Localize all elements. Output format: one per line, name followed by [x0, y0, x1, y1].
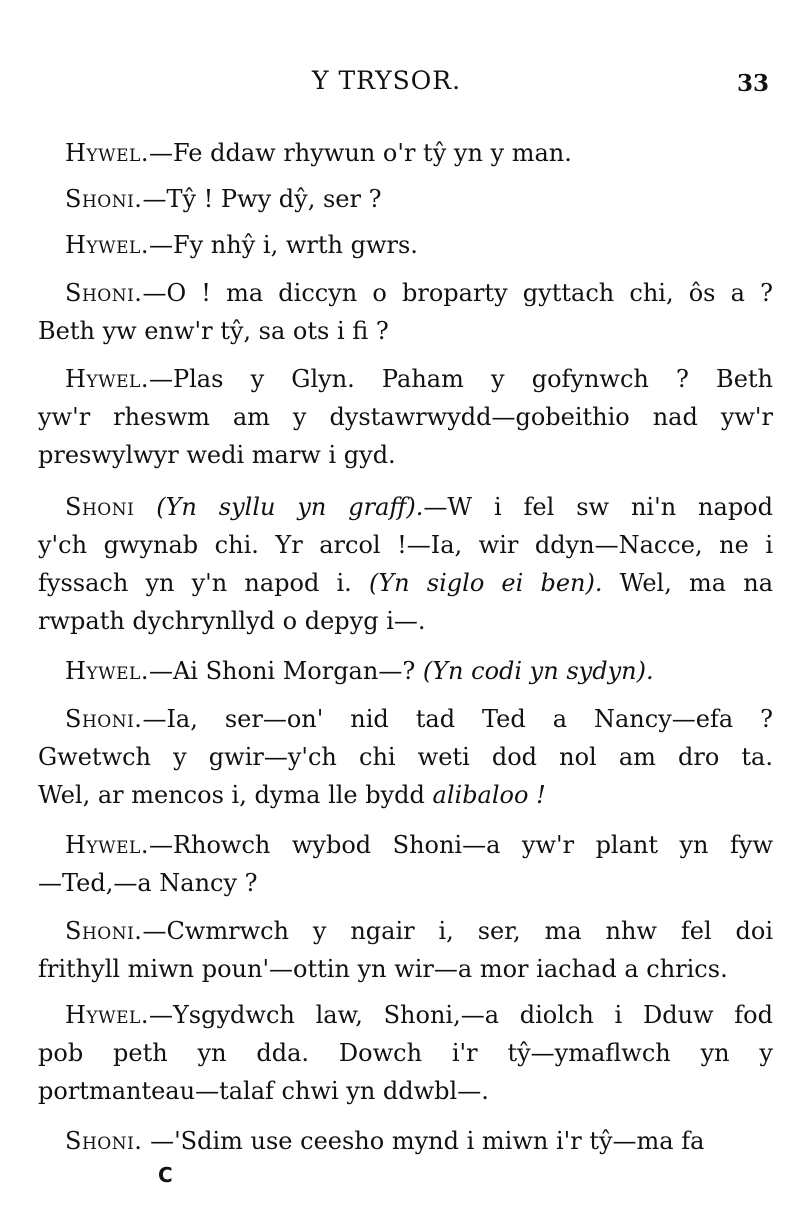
- speech-text: —Cwmrwch y ngair i, ser, ma nhw fel doi: [142, 917, 773, 945]
- dialogue-paragraph: [38, 996, 773, 1110]
- text-line: —Ted,—a Nancy ?: [38, 869, 258, 897]
- text-line: portmanteau—talaf chwi yn ddwbl—.: [38, 1077, 489, 1105]
- text-line: [38, 912, 773, 950]
- text-line: Gwetwch y gwir—y'ch chi weti dod nol am dro ta.: [38, 743, 773, 771]
- signature-mark: C: [158, 1163, 173, 1187]
- speaker-name: Shoni.: [65, 185, 143, 213]
- text-line: [38, 360, 773, 398]
- dialogue-paragraph: [38, 912, 773, 988]
- text-line: [38, 996, 773, 1034]
- dialogue-paragraph: [38, 360, 773, 474]
- speaker-name: Shoni.: [65, 1127, 143, 1155]
- dialogue-paragraph: [38, 652, 773, 690]
- text-line: [38, 700, 773, 738]
- speaker-name: Shoni.: [65, 279, 143, 307]
- text-line: pob peth yn dda. Dowch i'r tŷ—ymaflwch yn y: [38, 1039, 773, 1067]
- dialogue-paragraph: [38, 226, 773, 264]
- speech-text: —Rhowch wybod Shoni—a yw'r plant yn fyw: [148, 831, 773, 859]
- speaker-name: Shoni.: [65, 917, 143, 945]
- speech-text: —Ia, ser—on' nid tad Ted a Nancy—efa ?: [142, 705, 773, 733]
- dialogue-paragraph: [38, 1122, 773, 1160]
- speaker-name: Hywel.: [65, 657, 149, 685]
- text-line: [38, 180, 773, 218]
- speaker-name: Hywel.: [65, 1001, 149, 1029]
- speaker-name: Hywel.: [65, 365, 149, 393]
- speech-text: —Fe ddaw rhywun o'r tŷ yn y man.: [148, 139, 572, 167]
- speaker-name: Hywel.: [65, 231, 149, 259]
- dialogue-paragraph: [38, 134, 773, 172]
- text-line: preswylwyr wedi marw i gyd.: [38, 441, 396, 469]
- speaker-name: Hywel.: [65, 831, 149, 859]
- dialogue-paragraph: [38, 826, 773, 902]
- speech-text: —'Sdim use ceesho mynd i miwn i'r tŷ—ma fa: [142, 1127, 705, 1155]
- running-title: Y TRYSOR.: [312, 66, 462, 95]
- text-line: [38, 134, 773, 172]
- speech-text: fyssach yn y'n napod i.: [38, 569, 352, 597]
- speech-text: —Tŷ ! Pwy dŷ, ser ?: [142, 185, 382, 213]
- text-line: Beth yw enw'r tŷ, sa ots i fi ?: [38, 317, 389, 345]
- speech-text: —Ysgydwch law, Shoni,—a diolch i Dduw fod: [148, 1001, 773, 1029]
- text-line: [38, 1122, 773, 1160]
- dialogue-paragraph: [38, 180, 773, 218]
- text-line: [38, 826, 773, 864]
- speech-text: Wel, ma na: [602, 569, 774, 597]
- speech-text: —Fy nhŷ i, wrth gwrs.: [148, 231, 418, 259]
- text-line: [38, 488, 773, 526]
- stage-direction: (Yn syllu yn graff).: [156, 493, 424, 521]
- text-line: yw'r rheswm am y dystawrwydd—gobeithio nad yw'r: [38, 403, 773, 431]
- speaker-name: Shoni.: [65, 705, 143, 733]
- text-line: frithyll miwn poun'—ottin yn wir—a mor iachad a chrics.: [38, 955, 728, 983]
- speech-text: —Ai Shoni Morgan—?: [148, 657, 423, 685]
- page-number: 33: [737, 70, 770, 97]
- stage-direction: alibaloo !: [432, 781, 546, 809]
- stage-direction: (Yn codi yn sydyn).: [422, 657, 654, 685]
- speaker-name: Shoni: [65, 493, 135, 521]
- stage-direction: (Yn siglo ei ben).: [368, 569, 603, 597]
- speaker-name: Hywel.: [65, 139, 149, 167]
- text-line: y'ch gwynab chi. Yr arcol !—Ia, wir ddyn—Nacce, ne i: [38, 531, 773, 559]
- text-line: [38, 226, 773, 264]
- speech-text: Wel, ar mencos i, dyma lle bydd: [38, 781, 433, 809]
- speech-text: —O ! ma diccyn o broparty gyttach chi, ôs a ?: [142, 279, 773, 307]
- dialogue-paragraph: [38, 488, 773, 640]
- text-line: [38, 776, 773, 814]
- speech-text: —Plas y Glyn. Paham y gofynwch ? Beth: [148, 365, 773, 393]
- text-line: [38, 274, 773, 312]
- text-line: rwpath dychrynllyd o depyg i—.: [38, 607, 426, 635]
- running-head: [0, 66, 799, 100]
- text-line: [38, 564, 773, 602]
- dialogue-paragraph: [38, 274, 773, 350]
- speech-text: —W i fel sw ni'n napod: [423, 493, 773, 521]
- text-line: [38, 652, 773, 690]
- dialogue-paragraph: [38, 700, 773, 814]
